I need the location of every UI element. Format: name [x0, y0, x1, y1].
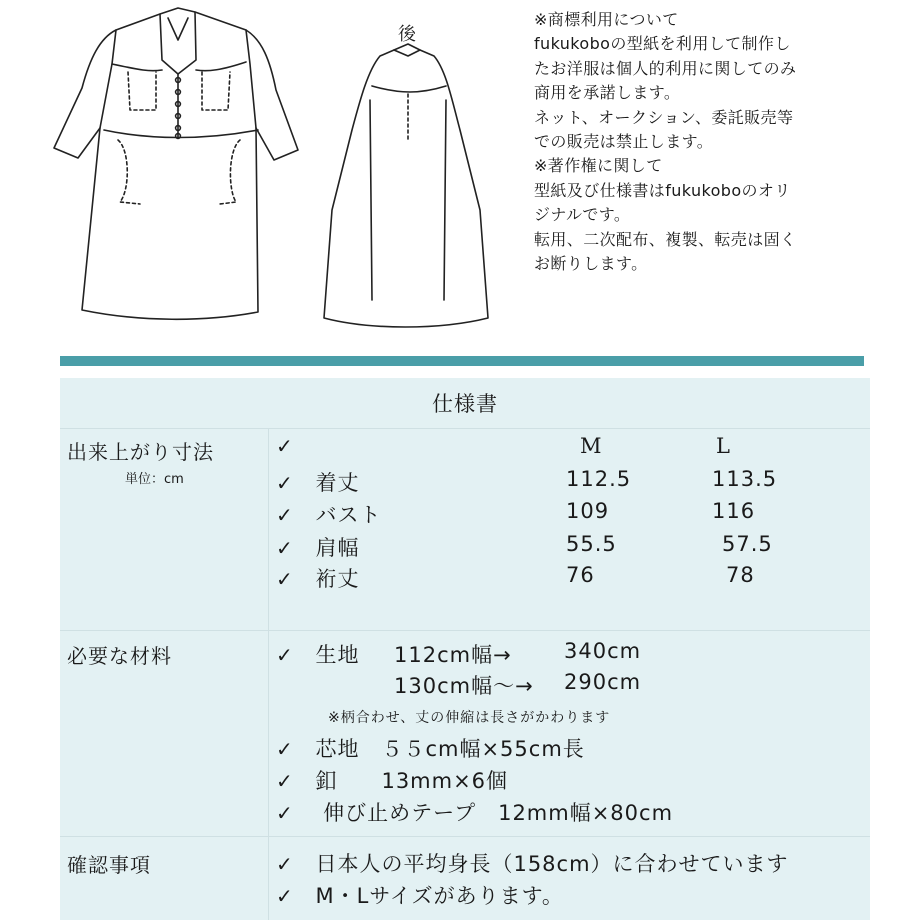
size-row-l: 116 — [712, 499, 756, 523]
fabric-row — [276, 639, 359, 669]
check-mark: ✓ — [276, 884, 294, 908]
interfacing-text: 芯地 ５５cm幅×55cm長 — [315, 737, 585, 761]
spec-divider — [60, 836, 870, 837]
notice-line: お断りします。 — [534, 254, 648, 274]
back-view-drawing — [324, 44, 488, 327]
finished-size-label: 出来上がり寸法 — [67, 440, 214, 464]
spec-title: 仕様書 — [432, 392, 498, 416]
notice-line: ジナルです。 — [534, 205, 631, 225]
size-row-name: 裄丈 — [315, 567, 360, 591]
check-mark: ✓ — [276, 503, 294, 527]
notice-line: ※商標利用について — [534, 10, 679, 29]
fabric-length-1: 340cm — [564, 639, 642, 663]
front-view-drawing — [54, 8, 298, 319]
header-row — [276, 434, 294, 458]
back-view-label: 後 — [398, 24, 416, 45]
confirm-item: M・Lサイズがあります。 — [315, 884, 564, 908]
garment-illustration — [0, 0, 520, 340]
size-row-m: 112.5 — [566, 467, 632, 491]
notice-line: 商用を承諾します。 — [534, 83, 681, 103]
size-row-l: 113.5 — [712, 467, 778, 491]
check-mark: ✓ — [276, 567, 294, 591]
confirm-item: 日本人の平均身長（158cm）に合わせています — [315, 852, 789, 876]
check-mark: ✓ — [276, 852, 294, 876]
size-m-header: M — [580, 434, 603, 458]
check-mark: ✓ — [276, 737, 294, 761]
check-mark: ✓ — [276, 769, 294, 793]
check-mark: ✓ — [276, 471, 294, 495]
unit-label: 単位：cm — [125, 472, 184, 487]
size-row-m: 76 — [566, 563, 595, 587]
accent-divider — [60, 356, 864, 366]
check-mark: ✓ — [276, 801, 294, 825]
notice-line: 転用、二次配布、複製、転売は固く — [534, 229, 797, 249]
fabric-length-2: 290cm — [564, 670, 642, 694]
notice-line: での販売は禁止します。 — [534, 132, 714, 152]
size-row-m: 55.5 — [566, 532, 617, 556]
check-mark: ✓ — [276, 536, 294, 560]
notice-line: たお洋服は個人的利用に関してのみ — [534, 58, 797, 78]
size-row-m: 109 — [566, 499, 610, 523]
trademark-notice — [534, 8, 918, 276]
material-row — [276, 797, 673, 827]
size-l-header: L — [716, 434, 731, 458]
confirm-label: 確認事項 — [67, 853, 151, 877]
material-row — [276, 765, 508, 795]
confirm-row — [276, 848, 789, 878]
spec-divider — [60, 428, 870, 429]
notice-line: ※著作権に関して — [534, 156, 663, 176]
size-row-l: 57.5 — [722, 532, 773, 556]
confirm-row — [276, 880, 564, 910]
size-row-name: バスト — [315, 503, 382, 527]
buttons-text: 釦 13mm×6個 — [315, 769, 509, 793]
size-row — [276, 499, 381, 529]
fabric-note: ※柄合わせ、丈の伸縮は長さがかわります — [328, 710, 611, 726]
materials-label: 必要な材料 — [67, 644, 172, 668]
notice-line: 型紙及び仕様書はfukukoboのオリ — [534, 180, 791, 200]
notice-line: fukukoboの型紙を利用して制作し — [534, 34, 791, 54]
size-row-name: 着丈 — [315, 471, 360, 495]
size-row — [276, 532, 359, 562]
fabric-width-1: 112cm幅→ — [394, 643, 512, 667]
tape-text: 伸び止めテープ 12mm幅×80cm — [315, 801, 674, 825]
fabric-name: 生地 — [315, 643, 360, 667]
notice-line: ネット、オークション、委託販売等 — [534, 107, 794, 127]
check-mark: ✓ — [276, 434, 294, 458]
spec-divider — [60, 630, 870, 631]
check-mark: ✓ — [276, 643, 294, 667]
size-row-l: 78 — [726, 563, 755, 587]
size-row — [276, 467, 359, 497]
spec-column-divider — [268, 428, 269, 920]
fabric-width-2: 130cm幅～→ — [394, 674, 534, 698]
size-row — [276, 563, 359, 593]
material-row — [276, 733, 585, 763]
size-row-name: 肩幅 — [315, 536, 360, 560]
